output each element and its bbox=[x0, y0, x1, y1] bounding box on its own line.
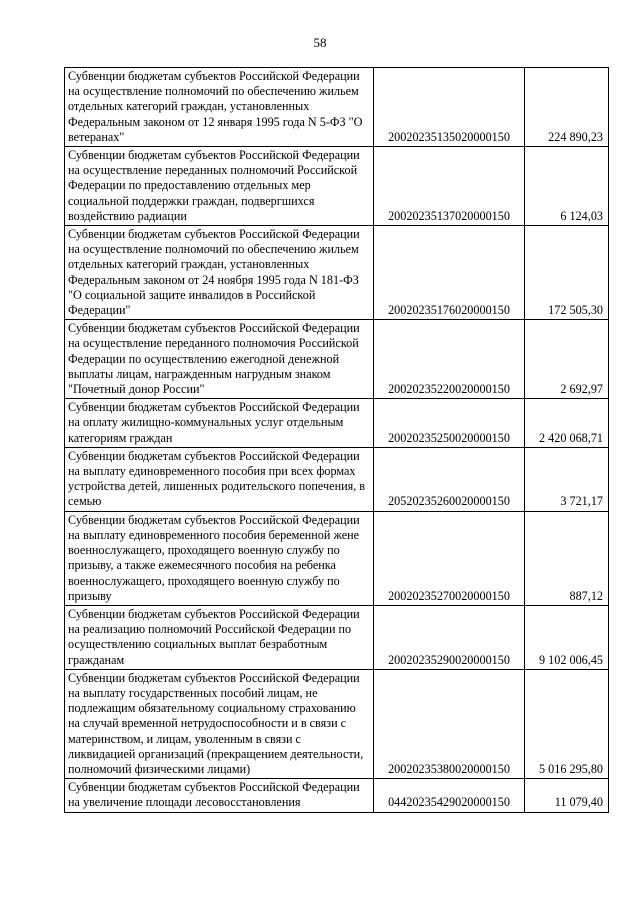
row-code: 20020235290020000150 bbox=[374, 605, 525, 669]
table-row bbox=[65, 779, 609, 812]
row-amount: 5 016 295,80 bbox=[525, 669, 609, 778]
row-amount: 6 124,03 bbox=[525, 147, 609, 226]
row-code: 04420235429020000150 bbox=[374, 779, 525, 812]
row-amount: 2 692,97 bbox=[525, 320, 609, 399]
table-row bbox=[65, 511, 609, 605]
row-amount: 9 102 006,45 bbox=[525, 605, 609, 669]
table-row bbox=[65, 669, 609, 778]
row-code: 20020235137020000150 bbox=[374, 147, 525, 226]
row-description: Субвенции бюджетам субъектов Российской Федерации на оплату жилищно-коммунальных услуг отдельным категориям граждан bbox=[65, 399, 374, 448]
row-description: Субвенции бюджетам субъектов Российской Федерации на осуществление переданного полномочия Российской Федерации по осуществлению ежегодной денежной выплаты лицам, награжденным нагрудным знаком "Почетный донор России" bbox=[65, 320, 374, 399]
row-description: Субвенции бюджетам субъектов Российской Федерации на выплату единовременного пособия беременной жене военнослужащего, проходящего военную службу по призыву, а также ежемесячного пособия на ребенка военнослужащего, проходящего военную службу по призыву bbox=[65, 511, 374, 605]
table-row bbox=[65, 605, 609, 669]
page-number: 58 bbox=[313, 35, 327, 50]
row-amount: 2 420 068,71 bbox=[525, 399, 609, 448]
row-amount: 172 505,30 bbox=[525, 226, 609, 320]
table-row bbox=[65, 147, 609, 226]
row-amount: 11 079,40 bbox=[525, 779, 609, 812]
row-code: 20020235135020000150 bbox=[374, 68, 525, 147]
row-code: 20020235270020000150 bbox=[374, 511, 525, 605]
table-row bbox=[65, 226, 609, 320]
row-amount: 887,12 bbox=[525, 511, 609, 605]
table-row bbox=[65, 447, 609, 511]
row-code: 20020235250020000150 bbox=[374, 399, 525, 448]
table-row bbox=[65, 68, 609, 147]
table-row bbox=[65, 399, 609, 448]
row-code: 20520235260020000150 bbox=[374, 447, 525, 511]
table-row bbox=[65, 320, 609, 399]
row-code: 20020235176020000150 bbox=[374, 226, 525, 320]
row-description: Субвенции бюджетам субъектов Российской Федерации на реализацию полномочий Российской Федерации по осуществлению социальных выплат безработным гражданам bbox=[65, 605, 374, 669]
row-description: Субвенции бюджетам субъектов Российской Федерации на выплату государственных пособий лицам, не подлежащим обязательному социальному страхованию на случай временной нетрудоспособности и в связи с материнством, и лицам, уволенным в связи с ликвидацией организаций (прекращением деятельности, полномочий физическими лицами) bbox=[65, 669, 374, 778]
row-description: Субвенции бюджетам субъектов Российской Федерации на увеличение площади лесовосстановления bbox=[65, 779, 374, 812]
row-description: Субвенции бюджетам субъектов Российской Федерации на осуществление переданных полномочий Российской Федерации по предоставлению отдельных мер социальной поддержки граждан, подвергшихся воздействию радиации bbox=[65, 147, 374, 226]
row-code: 20020235220020000150 bbox=[374, 320, 525, 399]
row-description: Субвенции бюджетам субъектов Российской Федерации на осуществление полномочий по обеспечению жильем отдельных категорий граждан, установленных Федеральным законом от 12 января 1995 года N 5-ФЗ "О ветеранах" bbox=[65, 68, 374, 147]
row-code: 20020235380020000150 bbox=[374, 669, 525, 778]
row-description: Субвенции бюджетам субъектов Российской Федерации на выплату единовременного пособия при всех формах устройства детей, лишенных родительского попечения, в семью bbox=[65, 447, 374, 511]
row-amount: 224 890,23 bbox=[525, 68, 609, 147]
row-amount: 3 721,17 bbox=[525, 447, 609, 511]
budget-table bbox=[64, 67, 609, 813]
row-description: Субвенции бюджетам субъектов Российской Федерации на осуществление полномочий по обеспечению жильем отдельных категорий граждан, установленных Федеральным законом от 24 ноября 1995 года N 181-ФЗ "О социальной защите инвалидов в Российской Федерации" bbox=[65, 226, 374, 320]
